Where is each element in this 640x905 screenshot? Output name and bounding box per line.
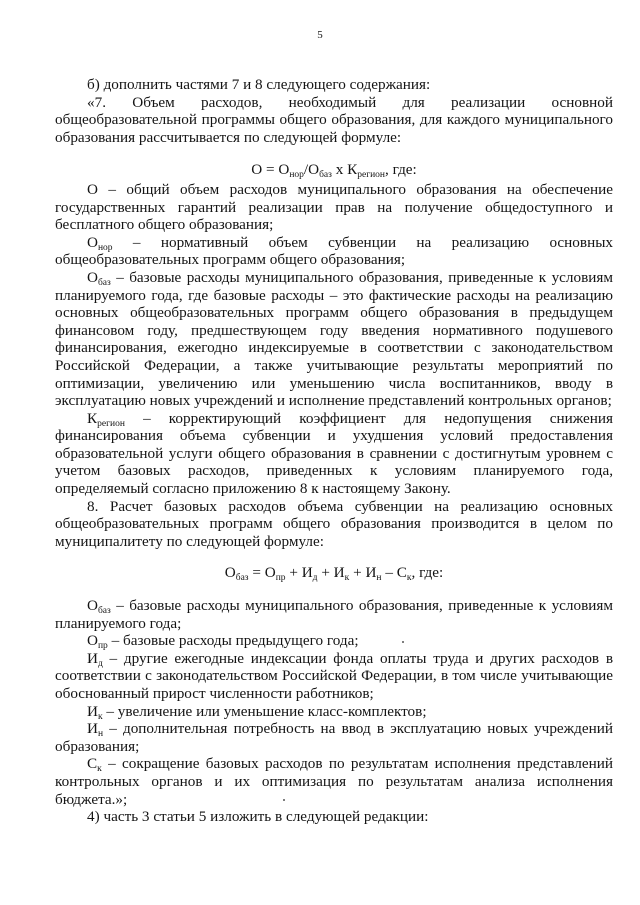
definition-k-region: $К_{регион}$ – корректирующий коэффициент для недопущения снижения финансирования объема субвенции и ухудшения условий предоставления образовательной услуги общего образования в сравнении с достигнутым уровнем с учетом базовых расходов, приведенных к условиям планируемого года, определяемый согласно приложению 8 к настоящему Закону. <box>55 409 613 498</box>
definition-s-k: $С_к$ – сокращение базовых расходов по результатам исполнения представлений контрольных органов и их оптимизация по результатам анализа исполнения бюджета.»; <box>55 755 613 808</box>
document-body <box>55 76 613 826</box>
formula-base-expenses: $О_{баз} = О_{пр} + И_д + И_к + И_н - С_к$, где: <box>224 564 444 584</box>
definition-i-n: $И_н$ – дополнительная потребность на ввод в эксплуатацию новых учреждений образования; <box>55 720 613 755</box>
definition-i-k: $И_к$ – увеличение или уменьшение класс-комплектов; <box>87 702 427 722</box>
definition-o-baz: $О_{баз}$ – базовые расходы муниципального образования, приведенные к условиям планируемого года, где базовые расходы – это фактические расходы на реализацию основных общеобразовательных программ общего образования в предыдущем финансовом году, предшествующем году введения нормативного подушевого финансирования, ежегодно индексируемые в соответствии с законодательством Российской Федерации, а также учитывающие результаты мероприятий по оптимизации, увеличению или уменьшению числа воспитанников, вводу в эксплуатацию новых учреждений и исполнение представлений контрольных органов; <box>55 268 613 410</box>
scan-speck <box>402 641 404 643</box>
definition-o-nor: $О_{нор}$ – нормативный объем субвенции на реализацию основных общеобразовательных программ общего образования; <box>55 233 613 269</box>
paragraph-part-8: 8. Расчет базовых расходов объема субвенции на реализацию основных общеобразовательных программ общего образования производится в целом по муниципалитету по следующей формуле: <box>55 497 613 550</box>
definition-o: О – общий объем расходов муниципального образования на обеспечение государственных гарантий реализации прав на получение общедоступного и бесплатного общего образования; <box>55 180 613 234</box>
definition-o-pr: $О_{пр}$ – базовые расходы предыдущего года; <box>87 632 359 652</box>
formula-total-expenses: $О = О_{нор}/О_{баз}$ х $К_{регион}$, где: <box>251 161 417 181</box>
definition-i-d: $И_д$ – другие ежегодные индексации фонда оплаты труда и других расходов в соответствии с законодательством Российской Федерации, в том числе учитывающие обоснованный прирост численности работников; <box>55 649 613 702</box>
scan-speck <box>283 799 285 801</box>
page-number: 5 <box>317 29 323 41</box>
paragraph-amendment-4: 4) часть 3 статьи 5 изложить в следующей редакции: <box>87 808 429 826</box>
paragraph-part-7: «7. Объем расходов, необходимый для реализации основной общеобразовательной программы общего образования, для каждого муниципального образования рассчитывается по следующей формуле: <box>55 93 613 146</box>
paragraph-amendment-b: б) дополнить частями 7 и 8 следующего содержания: <box>87 76 431 93</box>
definition-o-baz-2: $О_{баз}$ – базовые расходы муниципального образования, приведенные к условиям планируемого года; <box>55 597 613 632</box>
